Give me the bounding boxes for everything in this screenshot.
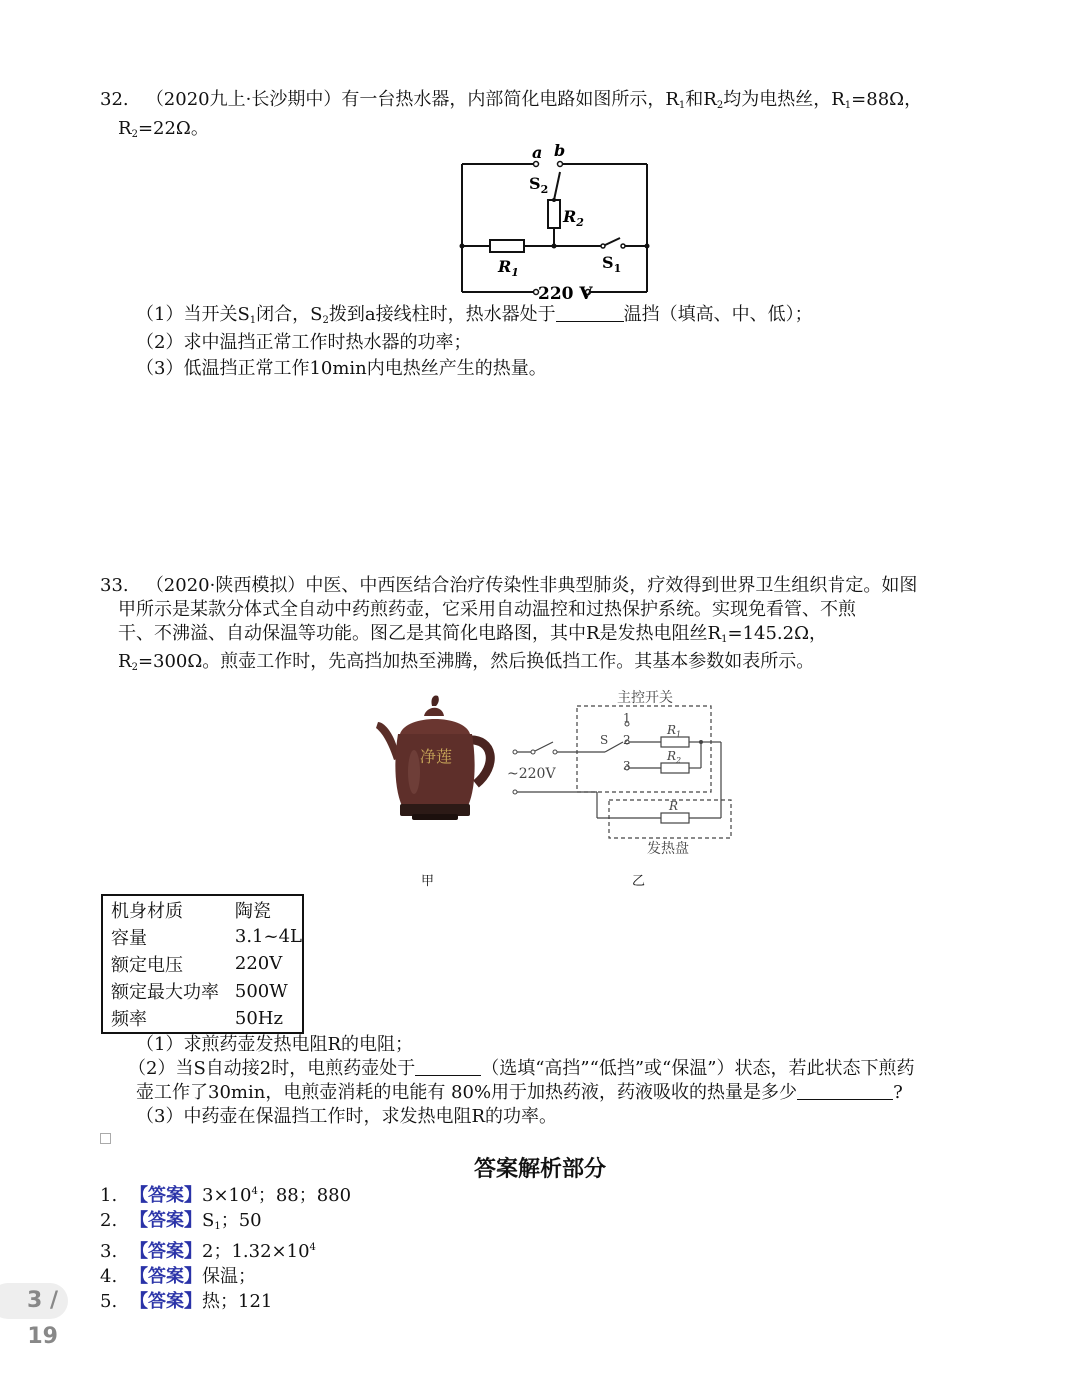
svg-text:3: 3 xyxy=(623,759,631,773)
q32-label-r1: $R_1$ xyxy=(498,257,519,279)
q32-number: 32. xyxy=(100,89,129,110)
medicine-pot-image xyxy=(372,688,502,823)
q33-heat-blank[interactable] xyxy=(797,1081,893,1100)
q33-part1: （1）求煎药壶发热电阻R的电阻； xyxy=(136,1034,414,1055)
svg-text:1: 1 xyxy=(623,711,631,725)
answer-item: 4. 【答案】保温； xyxy=(100,1266,256,1287)
spec-key: 容量 xyxy=(111,927,147,949)
q32-part2: （2）求中温挡正常工作时热水器的功率； xyxy=(136,332,472,353)
q33-line3: 干、不沸溢、自动保温等功能。图乙是其简化电路图，其中R是发热电阻丝$R_1=145.2\Omega$， xyxy=(118,623,828,645)
spec-value: 500W xyxy=(234,980,288,1002)
spec-key: 额定电压 xyxy=(111,954,183,976)
q32-label-s1: $S_1$ xyxy=(602,253,622,275)
answers-title: 答案解析部分 xyxy=(473,1157,606,1182)
spec-value: 3.1~4L xyxy=(234,926,302,948)
q33-label-r2: $R_2$ xyxy=(667,749,682,765)
q33-label-voltage: ~220V xyxy=(507,766,556,782)
q33-r-resistor xyxy=(661,813,689,823)
q33-r1-resistor xyxy=(661,737,689,747)
q33-state-blank[interactable] xyxy=(415,1057,481,1076)
svg-text:R: R xyxy=(669,799,679,813)
q33-line4: $R_2=300\Omega$。煎壶工作时，先高挡加热至沸腾，然后换低挡工作。其基本参数如表所示。 xyxy=(118,651,815,673)
q33-number: 33. xyxy=(100,575,129,596)
q32-r2-resistor xyxy=(548,200,560,228)
spec-key: 额定最大功率 xyxy=(111,982,219,1004)
heating-plate-label: 发热盘 xyxy=(647,841,689,857)
q32-line2: $R_2=22\Omega$。 xyxy=(118,118,209,140)
q32-circuit-diagram xyxy=(440,140,670,305)
q32-label-b: b xyxy=(554,141,566,160)
q32-line1: 32. （2020九上·长沙期中）有一台热水器，内部简化电路如图所示，$R_1$和$R_2$均为电热丝，$R_1=88\Omega$， xyxy=(100,89,923,111)
q33-line1: 33. （2020·陕西模拟）中医、中西医结合治疗传染性非典型肺炎，疗效得到世界卫生组织肯定。如图 xyxy=(100,575,918,596)
q32-answer-blank[interactable] xyxy=(556,303,624,322)
answer-item: 3. 【答案】2；$1.32\times 10^4$ xyxy=(100,1241,316,1262)
q33-part2-line2: 壶工作了30min，电煎壶消耗的电能有 80%用于加热药液，药液吸收的热量是多少 ? xyxy=(136,1082,903,1103)
svg-text:2: 2 xyxy=(623,733,631,747)
q33-part2-line1: （2）当S自动接2时，电煎药壶处于 （选填“高挡”“低挡”或“保温”）状态，若此状态下煎药 xyxy=(128,1058,915,1079)
spec-value: 220V xyxy=(234,953,283,975)
spec-key: 频率 xyxy=(111,1009,147,1031)
q32-part1: （1）当开关$S_1$闭合，$S_2$拨到a接线柱时，热水器处于 温挡（填高、中、低）； xyxy=(136,304,813,326)
svg-text:S: S xyxy=(600,733,609,747)
q32-source: （2020九上·长沙期中） xyxy=(145,89,342,110)
spec-table xyxy=(101,894,304,1034)
spec-table-row xyxy=(102,950,303,977)
spec-table-row xyxy=(102,978,303,1005)
spec-key: 机身材质 xyxy=(111,900,183,922)
answer-item: 5. 【答案】热；121 xyxy=(100,1291,273,1312)
q32-label-voltage: 220 V xyxy=(538,284,593,304)
small-checkbox-glyph xyxy=(100,1133,111,1144)
fig-label-jia: 甲 xyxy=(421,874,435,889)
page-indicator: 3 / 19 xyxy=(0,1283,68,1319)
fig-label-yi: 乙 xyxy=(632,874,646,889)
q33-line2: 甲所示是某款分体式全自动中药煎药壶，它采用自动温控和过热保护系统。实现免看管、不煎 xyxy=(118,599,856,620)
q33-r2-resistor xyxy=(661,763,689,773)
q33-label-r1: $R_1$ xyxy=(667,723,682,739)
q32-label-a: a xyxy=(532,143,543,162)
spec-value: 50Hz xyxy=(234,1007,283,1029)
answer-item: 1. 【答案】$3\times 10^4$；88；880 xyxy=(100,1185,352,1206)
q32-label-s2: $S_2$ xyxy=(529,174,549,196)
q32-part3: （3）低温挡正常工作10min内电热丝产生的热量。 xyxy=(136,358,547,379)
q33-circuit-diagram xyxy=(505,682,740,862)
spec-value: 陶瓷 xyxy=(234,900,271,922)
q33-part3: （3）中药壶在保温挡工作时，求发热电阻R的功率。 xyxy=(136,1106,558,1127)
pot-brand-text: 净莲 xyxy=(420,747,453,766)
main-switch-label: 主控开关 xyxy=(617,690,673,706)
answer-item: 2. 【答案】$S_1$；50 xyxy=(100,1210,262,1232)
q32-r1-resistor xyxy=(490,240,524,252)
spec-table-row xyxy=(102,895,303,923)
q32-label-r2: $R_2$ xyxy=(563,207,584,229)
spec-table-row xyxy=(102,923,303,950)
spec-table-row xyxy=(102,1005,303,1033)
